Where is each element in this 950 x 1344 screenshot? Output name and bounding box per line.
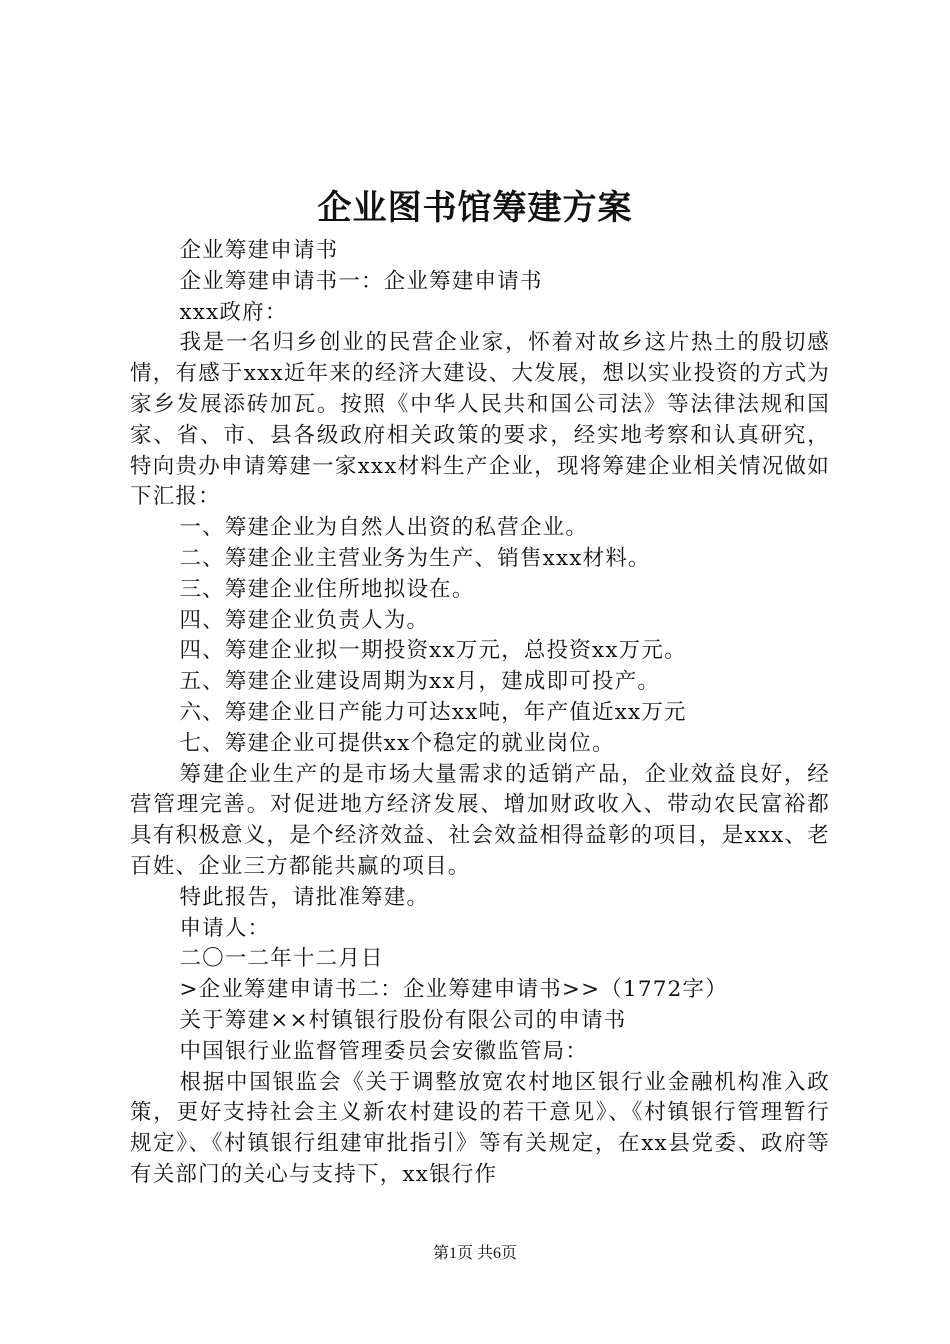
date-line: 二〇一二年十二月日 [179,946,384,972]
document-body [130,236,830,1191]
section-heading: >企业筹建申请书二：企业筹建申请书>>（1772字） [179,977,728,1003]
paragraph: 根据中国银监会《关于调整放宽农村地区银行业金融机构准入政策，更好支持社会主义新农村建设的若干意见》、《村镇银行管理暂行规定》、《村镇银行组建审批指引》等有关规定，在xx县党委、政府等有关部门的关心与支持下，xx银行作 [130,1069,830,1187]
paragraph: 我是一名归乡创业的民营企业家，怀着对故乡这片热土的殷切感情，有感于xxx近年来的经济大建设、大发展，想以实业投资的方式为家乡发展添砖加瓦。按照《中华人民共和国公司法》等法律法规和国家、省、市、县各级政府相关政策的要求，经实地考察和认真研究，特向贵办申请筹建一家xxx材料生产企业，现将筹建企业相关情况做如下汇报： [130,330,830,510]
list-item: 一、筹建企业为自然人出资的私营企业。 [179,515,589,541]
salutation: 中国银行业监督管理委员会安徽监管局： [179,1038,589,1064]
section-title: 关于筹建××村镇银行股份有限公司的申请书 [179,1007,627,1033]
text-line: 企业筹建申请书一：企业筹建申请书 [179,268,543,294]
list-item: 五、筹建企业建设周期为xx月，建成即可投产。 [179,669,661,695]
page-footer: 第1页 共6页 [432,1245,517,1262]
list-item: 七、筹建企业可提供xx个稳定的就业岗位。 [179,730,615,756]
list-item: 四、筹建企业拟一期投资xx万元，总投资xx万元。 [179,638,687,664]
text-line: 特此报告，请批准筹建。 [179,884,430,910]
list-item: 三、筹建企业住所地拟设在。 [179,576,475,602]
list-item: 四、筹建企业负责人为。 [179,607,430,633]
applicant-line: 申请人： [179,915,271,941]
salutation: xxx政府： [179,299,288,325]
list-item: 六、筹建企业日产能力可达xx吨，年产值近xx万元 [179,699,687,725]
text-line: 企业筹建申请书 [179,238,339,263]
paragraph: 筹建企业生产的是市场大量需求的适销产品，企业效益良好，经营管理完善。对促进地方经济发展、增加财政收入、带动农民富裕都具有积极意义，是个经济效益、社会效益相得益彰的项目，是xxx、老百姓、企业三方都能共赢的项目。 [130,761,830,879]
document-title: 企业图书馆筹建方案 [317,188,633,228]
list-item: 二、筹建企业主营业务为生产、销售xxx材料。 [179,545,651,571]
